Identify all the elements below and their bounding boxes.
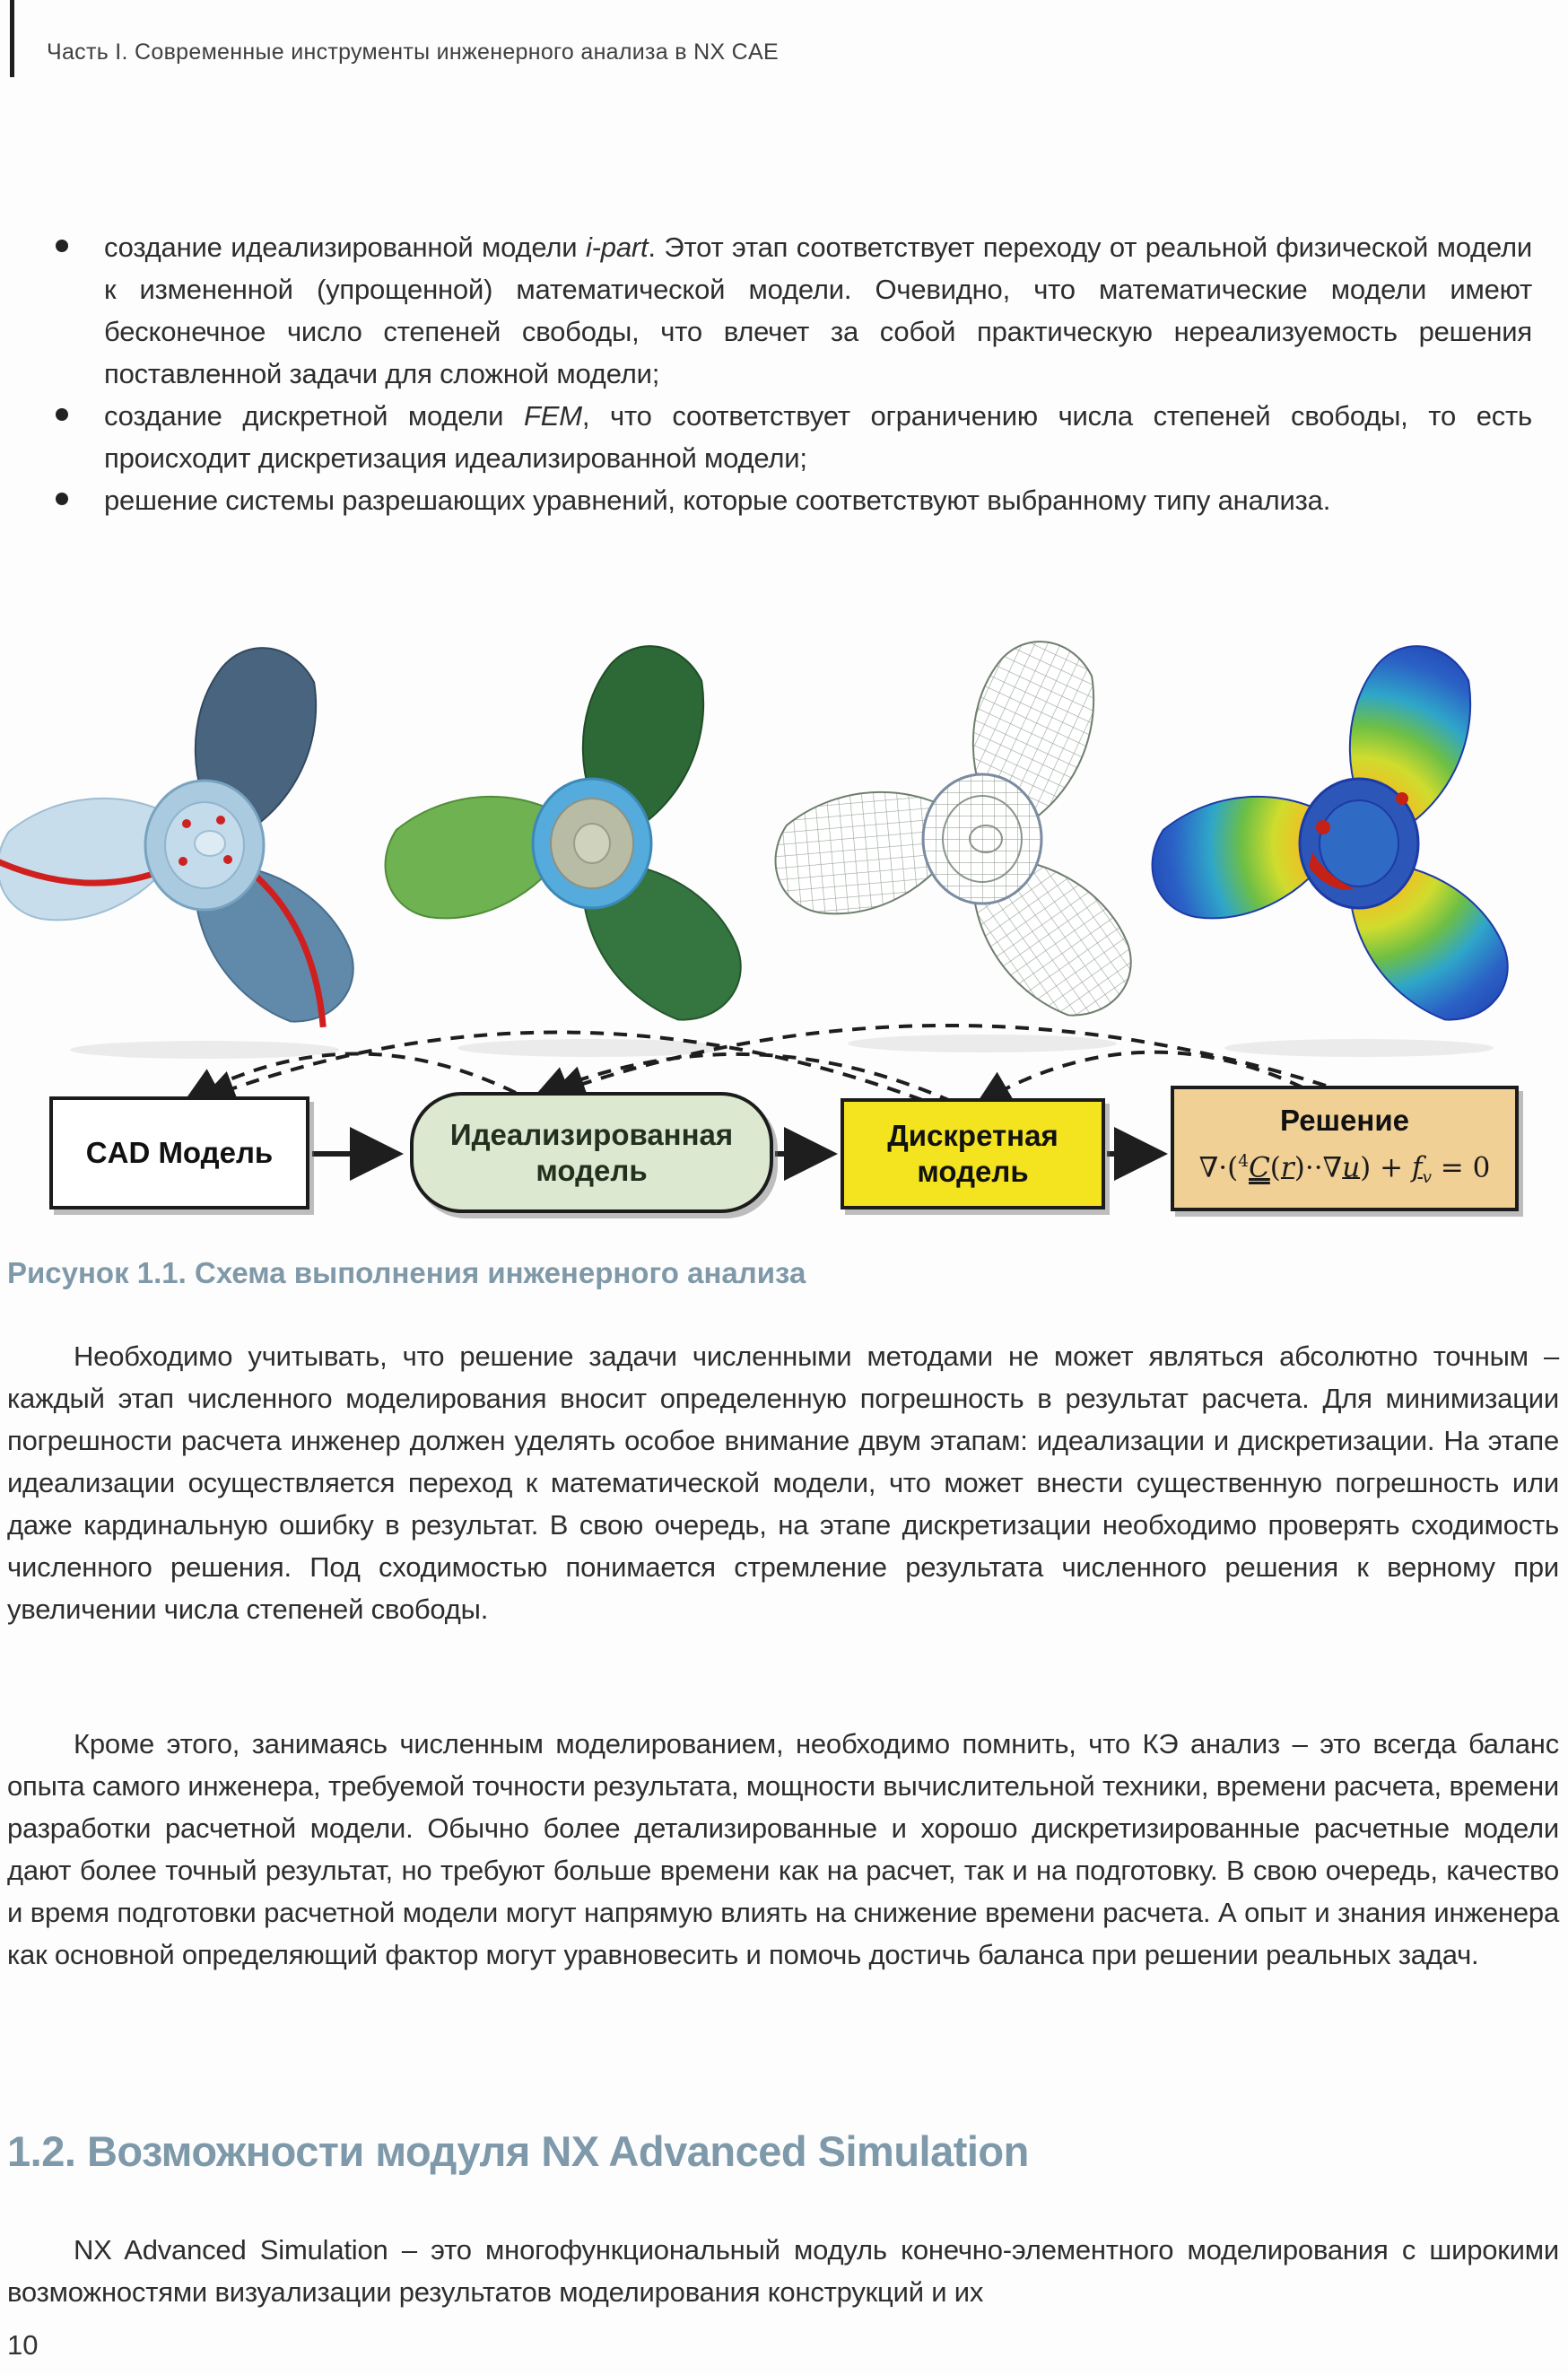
flow-box-cad-label: CAD Модель xyxy=(85,1136,274,1169)
bullet-list xyxy=(56,226,1532,521)
bullet-text-italic: FEM xyxy=(524,400,582,432)
formula-segment: = 0 xyxy=(1431,1151,1491,1184)
running-header: Часть I. Современные инструменты инженерного анализа в NX CAE xyxy=(47,39,779,65)
solution-formula xyxy=(1199,1146,1491,1195)
flow-box-idealized xyxy=(410,1092,773,1213)
bullet-text-segment: создание дискретной модели xyxy=(104,400,525,432)
bullet-item-text xyxy=(104,479,1532,521)
formula-subscript: v xyxy=(1422,1168,1432,1188)
margin-rule xyxy=(10,0,14,77)
propeller-result-image xyxy=(1146,628,1529,1057)
formula-segment: r xyxy=(1280,1151,1294,1184)
bullet-text-segment: решение системы разрешающих уравнений, которые соответствуют выбранному типу анализа. xyxy=(104,485,1331,516)
bullet-dot xyxy=(56,493,68,505)
page-number: 10 xyxy=(7,2329,39,2361)
propeller-idealized-image xyxy=(379,628,762,1057)
section-heading: 1.2. Возможности модуля NX Advanced Simulation xyxy=(7,2127,1029,2175)
propeller-cad-image xyxy=(0,630,380,1059)
flow-box-solution xyxy=(1171,1086,1519,1211)
propeller-mesh-image xyxy=(770,624,1152,1052)
bullet-item-text xyxy=(104,226,1532,395)
formula-segment: C xyxy=(1249,1151,1270,1184)
flow-box-discrete xyxy=(841,1098,1105,1209)
bullet-text-segment: создание идеализированной модели xyxy=(104,231,586,263)
flow-box-discrete-label: Дискретная модель xyxy=(887,1119,1058,1188)
bullet-dot xyxy=(56,408,68,421)
bullet-text-segment: . Этот этап соответствует переходу от реальной физической модели к измененной (упрощенной) математической модели. Очевидно, что математические модели имеют бесконечное число степеней свободы, что влечет за собой практическую нереализуемость решения поставленной задачи для сложной модели; xyxy=(104,231,1532,389)
formula-segment: ) + xyxy=(1360,1151,1412,1184)
flow-box-idealized-label: Идеализированная модель xyxy=(449,1117,734,1187)
bullet-item-2 xyxy=(56,395,1532,479)
formula-segment: ( xyxy=(1269,1151,1281,1184)
bullet-item-3 xyxy=(56,479,1532,521)
paragraph-2: Кроме этого, занимаясь численным моделированием, необходимо помнить, что КЭ анализ – это всегда баланс опыта самого инженера, требуемой точности результата, мощности вычислительной техники, времени расчета, времени разработки расчетной модели. Обычно более детализированные и хорошо дискретизированные расчетные модели дают более точный результат, но требуют больше времени как на расчет, так и на подготовку. В свою очередь, качество и время подготовки расчетной модели могут напрямую влиять на снижение времени расчета. А опыт и знания инженера как основной определяющий фактор могут уравновесить и помочь достичь баланса при решении реальных задач. xyxy=(7,1728,1559,1970)
paragraph-3: NX Advanced Simulation – это многофункциональный модуль конечно-элементного моделирования с широкими возможностями визуализации результатов моделирования конструкций и их xyxy=(7,2234,1559,2308)
paragraph-1: Необходимо учитывать, что решение задачи численными методами не может являться абсолютно точным – каждый этап численного моделирования вносит определенную погрешность в результат расчета. Для минимизации погрешности расчета инженер должен уделять особое внимание двум этапам: идеализации и дискретизации. На этапе идеализации осуществляется переход к математической модели, что может внести существенную погрешность или даже кардинальную ошибку в результат. В свою очередь, на этапе дискретизации необходимо проверять сходимость численного решения. Под сходимостью понимается стремление результата численного решения к верному при увеличении числа степеней свободы. xyxy=(7,1340,1559,1625)
formula-segment: u xyxy=(1342,1151,1361,1184)
bullet-text-segment: , что соответствует ограничению числа степеней свободы, то есть происходит дискретизация идеализированной модели; xyxy=(104,400,1532,474)
flow-box-solution-label: Решение xyxy=(1280,1103,1409,1137)
bullet-dot xyxy=(56,240,68,252)
bullet-item-1 xyxy=(56,226,1532,395)
formula-segment: ∇·( xyxy=(1198,1151,1239,1184)
figure-caption: Рисунок 1.1. Схема выполнения инженерного анализа xyxy=(7,1256,806,1289)
flow-box-cad xyxy=(49,1096,309,1209)
formula-superscript: 4 xyxy=(1238,1151,1250,1171)
bullet-text-italic: i-part xyxy=(585,231,649,263)
feedback-arrows xyxy=(190,1026,1326,1102)
formula-segment: ) xyxy=(1294,1151,1305,1184)
formula-segment: ··∇ xyxy=(1304,1151,1343,1184)
formula-segment: f xyxy=(1411,1151,1423,1184)
bullet-item-text xyxy=(104,395,1532,479)
